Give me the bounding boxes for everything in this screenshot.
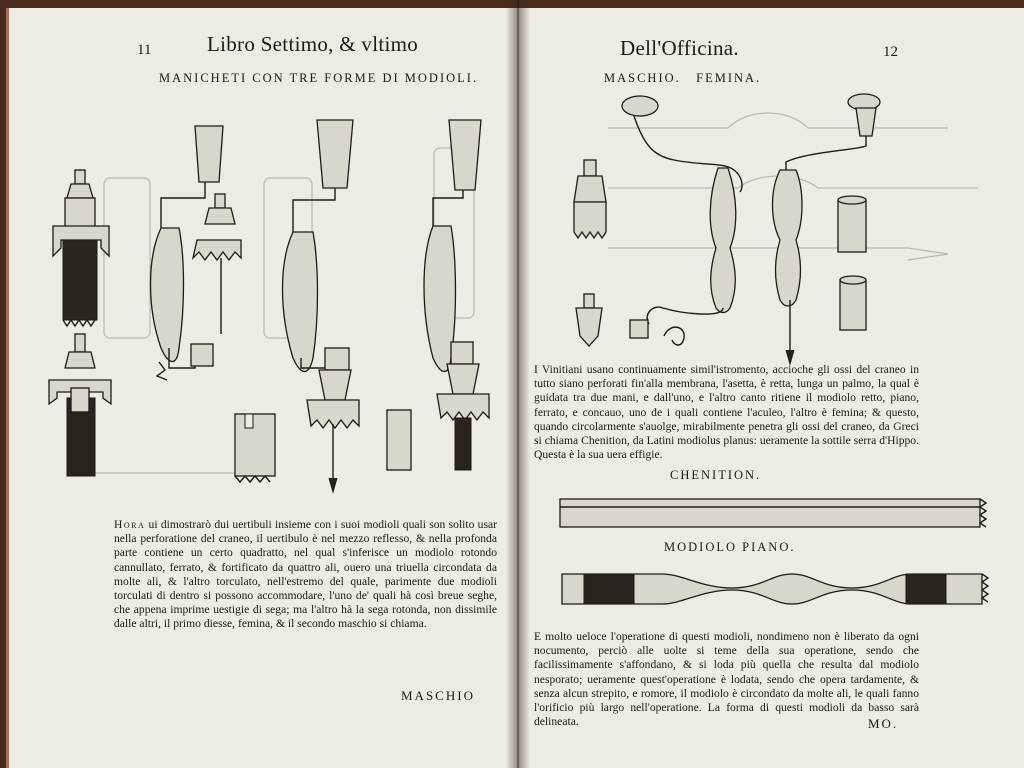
loose-cylinders-right [838, 196, 866, 330]
brace-drill-illustration [518, 88, 1024, 368]
left-paragraph: ui dimostrarò dui uertibuli insieme con i suoi modioli quali son solito usar nella perforatione del craneo, il uertibulo è nel mezzo reflesso, & nella profonda parte contiene un certo quadratto, nel qual s'inferisce un modiolo rotondo cannullato, ferrato, & fortificato da quattro ali, ouero una triuella circondata da molte ali, & l'altro torculato, nell'estremo del quale, parimente due modioli torculati di dentro si possono accommodare, l'uno de' quali hà così breue seghe, che appena imprime uestigie di sega; ma l'altro hà la sega rotonda, non dissimile dalle altri, il primo diesse, femina, & il secondo maschio si chiama. [114, 518, 497, 631]
chenition-figure [558, 493, 1008, 533]
right-page [518, 8, 1024, 768]
left-folio: 11 [137, 42, 152, 58]
left-figure-caption: MANICHETI CON TRE FORME DI MODIOLI. [159, 71, 479, 85]
modiolo-piano-figure [560, 564, 1010, 614]
body-lead-word: Hora [114, 518, 146, 531]
left-running-head: Libro Settimo, & vltimo [207, 32, 419, 56]
caption-modiolo-piano: MODIOLO PIANO. [664, 540, 796, 554]
right-body-text-1: I Vinitiani usano continuamente simil'istromento, accioche gli ossi del craneo in tutto siano perforati fin'alla membrana, l'asetta, è retta, lunga un palmo, la qual è guidata tra due mani, e dall'uno, e l'altro canto ritiene il modiolo retto, piano, ferrato, e concauo, uno de i quali contiene l'aculeo, l'altro è femina; & questo, quando circolarmente s'auolge, mirabilmente penetra gli ossi del craneo, da Greci si chiama Chenition, da Latini modiolus planus: ueramente la sottile serra d'Hippo. Questa è la sua uera effigie. [534, 363, 919, 462]
modiolo-small-right-2 [576, 294, 602, 346]
left-body-text [114, 518, 497, 632]
right-figure-caption: MASCHIO. FEMINA. [604, 71, 762, 85]
trephine-2 [283, 120, 360, 492]
modiolo-small-2 [49, 334, 111, 476]
left-page [6, 8, 519, 768]
right-running-head: Dell'Officina. [620, 36, 739, 60]
right-body-text-2: E molto ueloce l'operatione di questi modioli, nondimeno non è liberato da ogni nocumento, perciò alle uolte si teme della sua operatione, sendo che facilissimamente s'affondano, & si loda più quella che resulta dal modiolo nesporato; ueramente quest'operatione è lodata, sendo che opera tardamente, & senza alcun strepito, e romore, il modiolo è circondato da molte ali, le quali fanno l'orificio più largo nell'operatione. La forma di questi modioli da basso sarà delineata. [534, 630, 919, 729]
modiolo-small-1 [53, 170, 109, 326]
caption-chenition: CHENITION. [670, 468, 762, 482]
right-catchword: MO. [868, 716, 899, 731]
trephine-illustration-left [9, 98, 519, 518]
right-folio: 12 [883, 44, 898, 60]
left-catchword: MASCHIO [401, 688, 475, 703]
trephine-1 [151, 126, 242, 380]
brace-maschio [622, 96, 742, 345]
modiolo-small-right [574, 160, 606, 238]
